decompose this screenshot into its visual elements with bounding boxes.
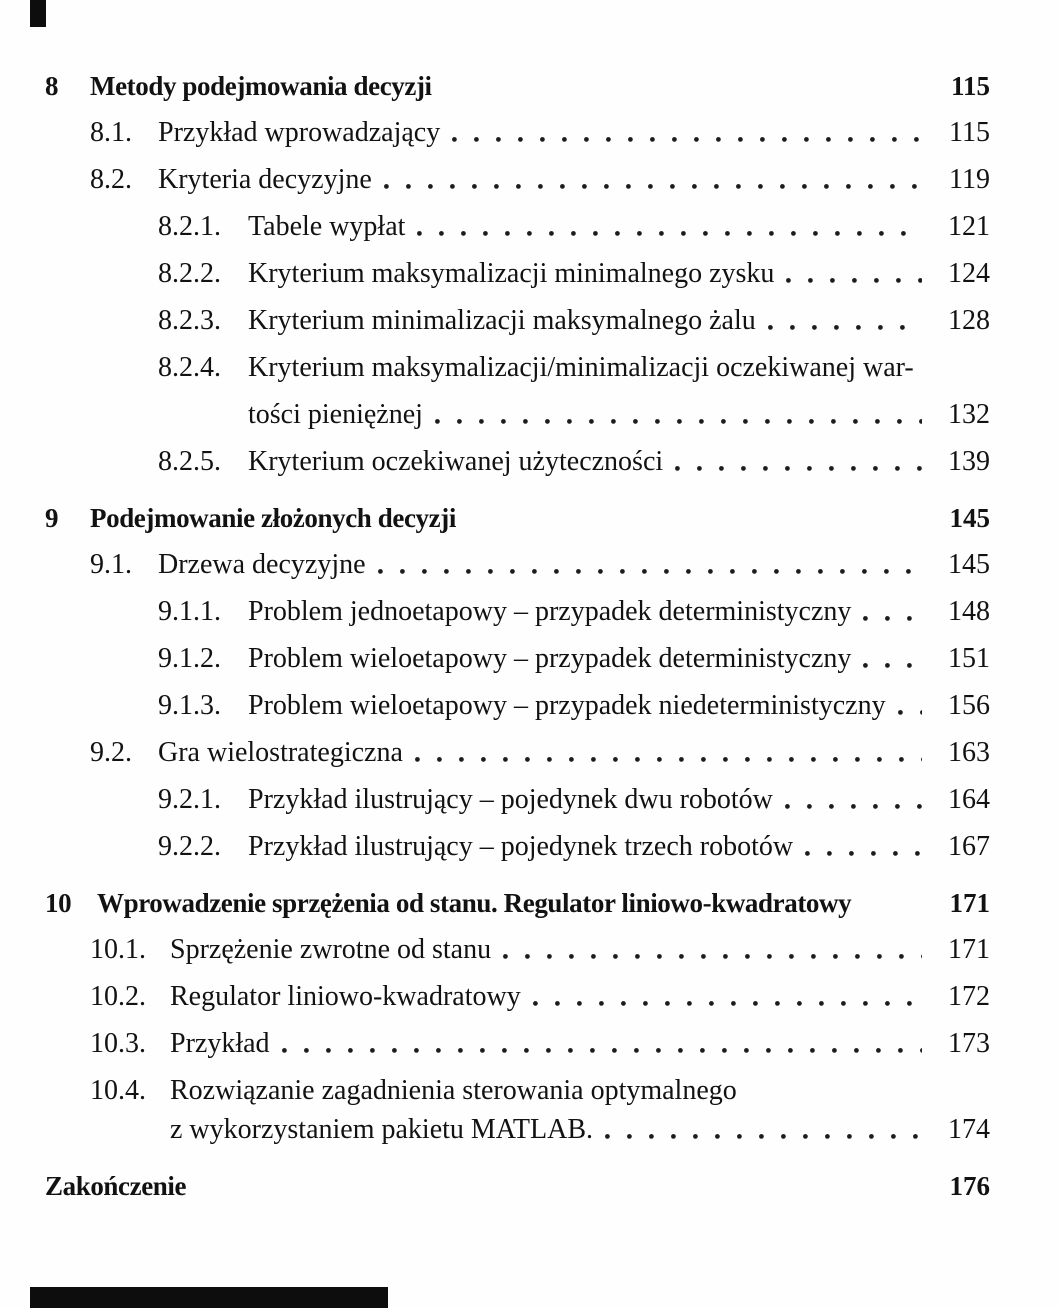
toc-entry-title: Regulator liniowo-kwadratowy [170, 981, 521, 1012]
toc-entry-8.2.3 [45, 307, 990, 335]
toc-entry-page-number: 172 [948, 981, 990, 1012]
toc-entry-10.3 [45, 1030, 990, 1058]
toc-entry-page-number: 176 [949, 1171, 990, 1201]
toc-entry-z-wykorzystaniem-pakietu-matlab- [45, 1116, 990, 1144]
toc-entry-page-number: 119 [949, 164, 990, 195]
toc-entry-8.2.1 [45, 213, 990, 241]
toc-entry-page-number: 115 [949, 117, 990, 148]
toc-entry-title: Problem wieloetapowy – przypadek niedeterministyczny [248, 690, 886, 721]
toc-entry-9.2 [45, 739, 990, 767]
toc-entry-title: Tabele wypłat [248, 211, 406, 242]
scan-artifact-top-left [30, 0, 46, 27]
toc-entry-number: 9 [45, 503, 59, 533]
dot-leader [415, 757, 922, 762]
toc-entry-number: 8.2. [90, 164, 132, 195]
dot-leader [805, 851, 922, 856]
toc-entry-number: 10.1. [90, 934, 146, 965]
toc-entry-number: 9.2. [90, 737, 132, 768]
scan-artifact-bottom-bar [30, 1287, 388, 1308]
toc-entry-title: Przykład ilustrujący – pojedynek trzech robotów [248, 831, 794, 862]
toc-entry-title: Przykład ilustrujący – pojedynek dwu robotów [248, 784, 773, 815]
toc-entry-title: Rozwiązanie zagadnienia sterowania optymalnego [170, 1075, 737, 1106]
toc-entry-title: Problem jednoetapowy – przypadek deterministyczny [248, 596, 852, 627]
toc-entry-number: 10 [45, 888, 72, 918]
toc-entry-number: 9.1.1. [158, 596, 221, 627]
toc-entry-title: Wprowadzenie sprzężenia od stanu. Regulator liniowo-kwadratowy [97, 888, 852, 918]
dot-leader [863, 663, 922, 668]
toc-entry-page-number: 171 [949, 888, 990, 918]
toc-entry-page-number: 121 [948, 211, 990, 242]
dot-leader [768, 325, 922, 330]
dot-leader [417, 231, 922, 236]
dot-leader [785, 804, 922, 809]
toc-entry-page-number: 148 [948, 596, 990, 627]
toc-entry-number: 9.2.2. [158, 831, 221, 862]
toc-entry-8.2.2 [45, 260, 990, 288]
toc-entry-10.2 [45, 983, 990, 1011]
toc-entry-9.1 [45, 551, 990, 579]
toc-entry-number: 9.1. [90, 549, 132, 580]
toc-entry-9.1.2 [45, 645, 990, 673]
toc-list [45, 44, 990, 1219]
toc-entry-zako-czenie [45, 1172, 990, 1200]
toc-entry-10.1 [45, 936, 990, 964]
dot-leader [533, 1001, 922, 1006]
toc-entry-page-number: 174 [948, 1114, 990, 1145]
toc-entry-9.1.3 [45, 692, 990, 720]
toc-entry-to-ci-pieni-nej [45, 401, 990, 429]
toc-entry-title: Kryterium minimalizacji maksymalnego żalu [248, 305, 756, 336]
dot-leader [384, 184, 922, 189]
toc-entry-title: Gra wielostrategiczna [158, 737, 403, 768]
toc-entry-title: Kryteria decyzyjne [158, 164, 372, 195]
toc-entry-number: 10.2. [90, 981, 146, 1012]
dot-leader [452, 137, 922, 142]
toc-entry-page-number: 163 [948, 737, 990, 768]
toc-entry-title: z wykorzystaniem pakietu MATLAB. [170, 1114, 594, 1145]
toc-entry-number: 9.1.3. [158, 690, 221, 721]
dot-leader [675, 466, 922, 471]
toc-entry-10 [45, 889, 990, 917]
toc-entry-number: 10.4. [90, 1075, 146, 1106]
dot-leader [503, 954, 922, 959]
toc-entry-title: tości pieniężnej [248, 399, 423, 430]
toc-entry-page-number: 139 [948, 446, 990, 477]
toc-entry-8.2.5 [45, 448, 990, 476]
dot-leader [786, 278, 922, 283]
dot-leader [282, 1048, 922, 1053]
toc-entry-page-number: 164 [948, 784, 990, 815]
toc-entry-title: Sprzężenie zwrotne od stanu [170, 934, 492, 965]
toc-entry-title: Metody podejmowania decyzji [90, 71, 432, 101]
toc-entry-9.1.1 [45, 598, 990, 626]
dot-leader [605, 1134, 922, 1139]
toc-entry-number: 8.2.5. [158, 446, 221, 477]
toc-entry-number: 8.2.2. [158, 258, 221, 289]
toc-entry-9 [45, 504, 990, 532]
toc-entry-number: 8.1. [90, 117, 132, 148]
toc-entry-title: Przykład [170, 1028, 270, 1059]
toc-entry-page-number: 115 [950, 71, 990, 101]
toc-entry-page-number: 151 [948, 643, 990, 674]
toc-entry-title: Drzewa decyzyjne [158, 549, 366, 580]
toc-entry-8.1 [45, 119, 990, 147]
toc-entry-page-number: 173 [948, 1028, 990, 1059]
toc-entry-page-number: 124 [948, 258, 990, 289]
dot-leader [898, 710, 922, 715]
toc-entry-number: 10.3. [90, 1028, 146, 1059]
toc-entry-page-number: 167 [948, 831, 990, 862]
toc-entry-title: Podejmowanie złożonych decyzji [90, 503, 456, 533]
toc-entry-8.2 [45, 166, 990, 194]
toc-entry-page-number: 156 [948, 690, 990, 721]
toc-entry-number: 9.2.1. [158, 784, 221, 815]
dot-leader [863, 616, 922, 621]
toc-entry-page-number: 171 [948, 934, 990, 965]
toc-entry-number: 8.2.1. [158, 211, 221, 242]
toc-entry-page-number: 128 [948, 305, 990, 336]
toc-entry-title: Problem wieloetapowy – przypadek deterministyczny [248, 643, 852, 674]
toc-entry-title: Kryterium maksymalizacji/minimalizacji oczekiwanej war- [248, 352, 914, 383]
toc-entry-8 [45, 72, 990, 100]
toc-entry-number: 8.2.4. [158, 352, 221, 383]
toc-entry-title: Zakończenie [45, 1171, 187, 1201]
toc-entry-9.2.1 [45, 786, 990, 814]
toc-entry-title: Kryterium oczekiwanej użyteczności [248, 446, 664, 477]
toc-entry-number: 8.2.3. [158, 305, 221, 336]
toc-entry-title: Kryterium maksymalizacji minimalnego zysku [248, 258, 775, 289]
toc-entry-page-number: 145 [949, 503, 990, 533]
toc-entry-page-number: 132 [948, 399, 990, 430]
toc-entry-title: Przykład wprowadzający [158, 117, 441, 148]
toc-entry-number: 9.1.2. [158, 643, 221, 674]
dot-leader [378, 569, 922, 574]
toc-entry-page-number: 145 [948, 549, 990, 580]
toc-entry-8.2.4 [45, 354, 990, 382]
dot-leader [435, 419, 922, 424]
toc-entry-9.2.2 [45, 833, 990, 861]
toc-entry-number: 8 [45, 71, 59, 101]
toc-entry-10.4 [45, 1077, 990, 1105]
